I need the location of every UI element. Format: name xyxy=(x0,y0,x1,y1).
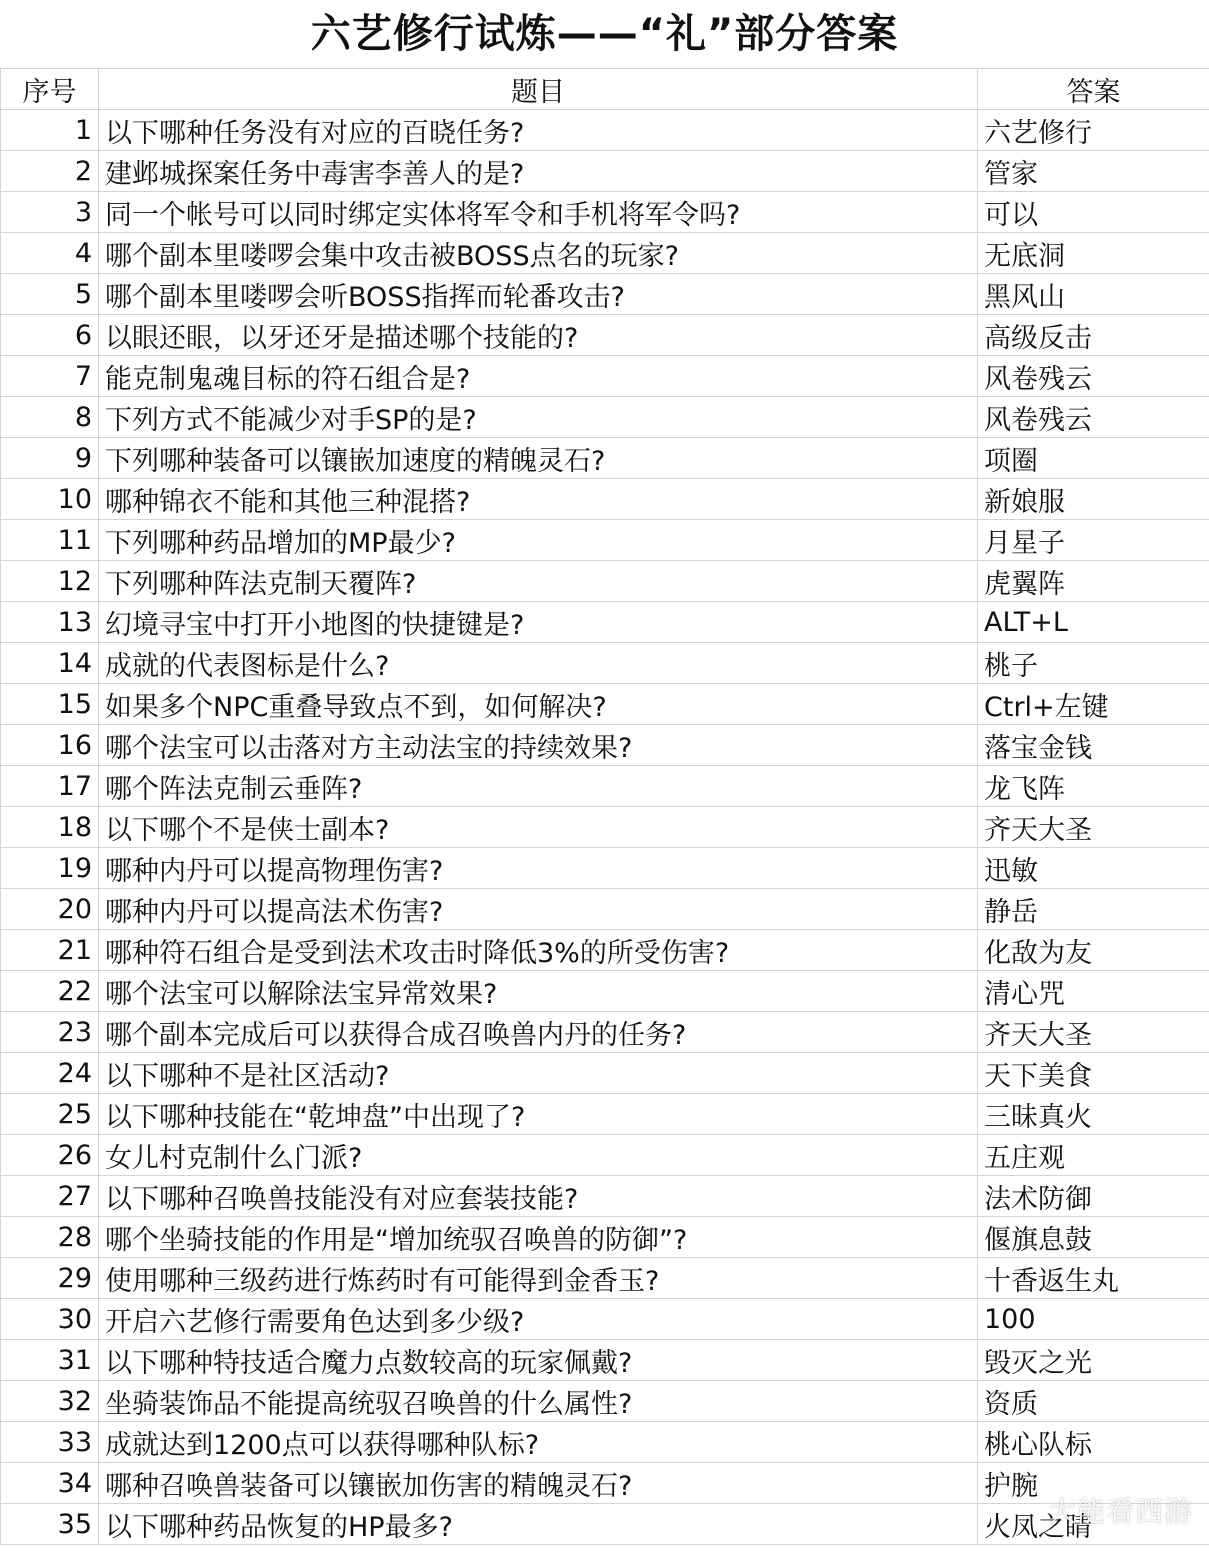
row-number-cell: 27 xyxy=(1,1176,99,1217)
table-row xyxy=(1,766,1209,807)
question-cell: 使用哪种三级药进行炼药时有可能得到金香玉? xyxy=(99,1258,978,1299)
table-header xyxy=(1,69,1209,110)
table-row xyxy=(1,1299,1209,1340)
answer-cell: 项圈 xyxy=(978,438,1209,479)
row-number-cell: 24 xyxy=(1,1053,99,1094)
row-number-cell: 12 xyxy=(1,561,99,602)
answer-cell: 100 xyxy=(978,1299,1209,1340)
question-cell: 同一个帐号可以同时绑定实体将军令和手机将军令吗? xyxy=(99,192,978,233)
table-row xyxy=(1,479,1209,520)
answer-cell: 高级反击 xyxy=(978,315,1209,356)
question-cell: 成就的代表图标是什么? xyxy=(99,643,978,684)
row-number-cell: 35 xyxy=(1,1504,99,1545)
table-row xyxy=(1,1217,1209,1258)
row-number-cell: 14 xyxy=(1,643,99,684)
answer-cell: 十香返生丸 xyxy=(978,1258,1209,1299)
question-cell: 以下哪种特技适合魔力点数较高的玩家佩戴? xyxy=(99,1340,978,1381)
answer-cell: 桃子 xyxy=(978,643,1209,684)
table-row xyxy=(1,397,1209,438)
table-row xyxy=(1,1135,1209,1176)
answer-cell: 清心咒 xyxy=(978,971,1209,1012)
table-row xyxy=(1,1381,1209,1422)
row-number-cell: 18 xyxy=(1,807,99,848)
row-number-cell: 4 xyxy=(1,233,99,274)
table-row xyxy=(1,602,1209,643)
question-cell: 如果多个NPC重叠导致点不到，如何解决? xyxy=(99,684,978,725)
answer-cell: 法术防御 xyxy=(978,1176,1209,1217)
table-row xyxy=(1,725,1209,766)
page-title: 六艺修行试炼——“礼”部分答案 xyxy=(310,11,899,57)
row-number-cell: 34 xyxy=(1,1463,99,1504)
answer-cell: 天下美食 xyxy=(978,1053,1209,1094)
table-row xyxy=(1,971,1209,1012)
question-cell: 哪个坐骑技能的作用是“增加统驭召唤兽的防御”? xyxy=(99,1217,978,1258)
question-cell: 开启六艺修行需要角色达到多少级? xyxy=(99,1299,978,1340)
question-cell: 建邺城探案任务中毒害李善人的是? xyxy=(99,151,978,192)
table-row xyxy=(1,1504,1209,1545)
answer-cell: 齐天大圣 xyxy=(978,807,1209,848)
answer-cell: 黑风山 xyxy=(978,274,1209,315)
answer-cell: 化敌为友 xyxy=(978,930,1209,971)
row-number-cell: 19 xyxy=(1,848,99,889)
question-cell: 以下哪种召唤兽技能没有对应套装技能? xyxy=(99,1176,978,1217)
answer-cell: 五庄观 xyxy=(978,1135,1209,1176)
row-number-cell: 23 xyxy=(1,1012,99,1053)
question-cell: 下列哪种药品增加的MP最少? xyxy=(99,520,978,561)
table-row xyxy=(1,643,1209,684)
question-cell: 哪种锦衣不能和其他三种混搭? xyxy=(99,479,978,520)
question-cell: 以下哪个不是侠士副本? xyxy=(99,807,978,848)
table-row xyxy=(1,1094,1209,1135)
row-number-cell: 7 xyxy=(1,356,99,397)
row-number-cell: 21 xyxy=(1,930,99,971)
table-row xyxy=(1,561,1209,602)
question-cell: 以下哪种技能在“乾坤盘”中出现了? xyxy=(99,1094,978,1135)
answer-cell: 风卷残云 xyxy=(978,397,1209,438)
table-row xyxy=(1,274,1209,315)
question-cell: 哪种召唤兽装备可以镶嵌加伤害的精魄灵石? xyxy=(99,1463,978,1504)
answer-cell: 静岳 xyxy=(978,889,1209,930)
question-cell: 下列哪种装备可以镶嵌加速度的精魄灵石? xyxy=(99,438,978,479)
question-cell: 哪个副本完成后可以获得合成召唤兽内丹的任务? xyxy=(99,1012,978,1053)
question-cell: 能克制鬼魂目标的符石组合是? xyxy=(99,356,978,397)
row-number-cell: 22 xyxy=(1,971,99,1012)
question-cell: 下列哪种阵法克制天覆阵? xyxy=(99,561,978,602)
answer-cell: 齐天大圣 xyxy=(978,1012,1209,1053)
question-cell: 哪种内丹可以提高物理伤害? xyxy=(99,848,978,889)
question-cell: 哪个副本里喽啰会听BOSS指挥而轮番攻击? xyxy=(99,274,978,315)
watermark: 大能看西游 xyxy=(1047,1495,1193,1528)
answer-cell: 新娘服 xyxy=(978,479,1209,520)
answer-cell: 龙飞阵 xyxy=(978,766,1209,807)
question-cell: 以下哪种药品恢复的HP最多? xyxy=(99,1504,978,1545)
answer-cell: Ctrl+左键 xyxy=(978,684,1209,725)
question-cell: 成就达到1200点可以获得哪种队标? xyxy=(99,1422,978,1463)
answer-cell: 月星子 xyxy=(978,520,1209,561)
answer-cell: 毁灭之光 xyxy=(978,1340,1209,1381)
table-row xyxy=(1,848,1209,889)
question-cell: 坐骑装饰品不能提高统驭召唤兽的什么属性? xyxy=(99,1381,978,1422)
question-cell: 以下哪种不是社区活动? xyxy=(99,1053,978,1094)
answer-cell: 偃旗息鼓 xyxy=(978,1217,1209,1258)
answer-cell: 桃心队标 xyxy=(978,1422,1209,1463)
table-row xyxy=(1,1340,1209,1381)
row-number-cell: 33 xyxy=(1,1422,99,1463)
row-number-cell: 5 xyxy=(1,274,99,315)
table-row xyxy=(1,233,1209,274)
answer-cell: 六艺修行 xyxy=(978,110,1209,151)
question-cell: 哪个副本里喽啰会集中攻击被BOSS点名的玩家? xyxy=(99,233,978,274)
answer-cell: 护腕 xyxy=(978,1463,1209,1504)
table-row xyxy=(1,1053,1209,1094)
row-number-cell: 31 xyxy=(1,1340,99,1381)
row-number-cell: 28 xyxy=(1,1217,99,1258)
answer-cell: 无底洞 xyxy=(978,233,1209,274)
row-number-cell: 11 xyxy=(1,520,99,561)
row-number-cell: 30 xyxy=(1,1299,99,1340)
question-cell: 哪种内丹可以提高法术伤害? xyxy=(99,889,978,930)
row-number-cell: 29 xyxy=(1,1258,99,1299)
table-row xyxy=(1,1176,1209,1217)
table-row xyxy=(1,1258,1209,1299)
row-number-cell: 16 xyxy=(1,725,99,766)
table-row xyxy=(1,151,1209,192)
answer-cell: 可以 xyxy=(978,192,1209,233)
row-number-cell: 6 xyxy=(1,315,99,356)
row-number-cell: 25 xyxy=(1,1094,99,1135)
row-number-cell: 17 xyxy=(1,766,99,807)
answer-cell: 管家 xyxy=(978,151,1209,192)
answer-cell: 资质 xyxy=(978,1381,1209,1422)
answer-cell: 虎翼阵 xyxy=(978,561,1209,602)
question-cell: 以眼还眼，以牙还牙是描述哪个技能的? xyxy=(99,315,978,356)
question-cell: 下列方式不能减少对手SP的是? xyxy=(99,397,978,438)
row-number-cell: 20 xyxy=(1,889,99,930)
question-cell: 哪个法宝可以击落对方主动法宝的持续效果? xyxy=(99,725,978,766)
row-number-cell: 13 xyxy=(1,602,99,643)
table-row xyxy=(1,192,1209,233)
table-row xyxy=(1,1422,1209,1463)
table-body xyxy=(1,110,1209,1545)
table-row xyxy=(1,1012,1209,1053)
table-row xyxy=(1,889,1209,930)
answer-table xyxy=(0,68,1209,1545)
row-number-cell: 2 xyxy=(1,151,99,192)
question-cell: 以下哪种任务没有对应的百晓任务? xyxy=(99,110,978,151)
question-cell: 女儿村克制什么门派? xyxy=(99,1135,978,1176)
row-number-cell: 15 xyxy=(1,684,99,725)
column-header-question: 题目 xyxy=(99,69,978,110)
table-row xyxy=(1,356,1209,397)
table-row xyxy=(1,438,1209,479)
header-row xyxy=(1,69,1209,110)
table-row xyxy=(1,110,1209,151)
row-number-cell: 26 xyxy=(1,1135,99,1176)
table-row xyxy=(1,315,1209,356)
answer-cell: 火凤之睛 xyxy=(978,1504,1209,1545)
row-number-cell: 9 xyxy=(1,438,99,479)
answer-cell: ALT+L xyxy=(978,602,1209,643)
question-cell: 幻境寻宝中打开小地图的快捷键是? xyxy=(99,602,978,643)
row-number-cell: 1 xyxy=(1,110,99,151)
question-cell: 哪个阵法克制云垂阵? xyxy=(99,766,978,807)
row-number-cell: 8 xyxy=(1,397,99,438)
column-header-num: 序号 xyxy=(1,69,99,110)
question-cell: 哪种符石组合是受到法术攻击时降低3%的所受伤害? xyxy=(99,930,978,971)
row-number-cell: 10 xyxy=(1,479,99,520)
answer-cell: 迅敏 xyxy=(978,848,1209,889)
answer-cell: 三昧真火 xyxy=(978,1094,1209,1135)
answer-cell: 风卷残云 xyxy=(978,356,1209,397)
question-cell: 哪个法宝可以解除法宝异常效果? xyxy=(99,971,978,1012)
row-number-cell: 32 xyxy=(1,1381,99,1422)
answer-cell: 落宝金钱 xyxy=(978,725,1209,766)
table-row xyxy=(1,930,1209,971)
column-header-answer: 答案 xyxy=(978,69,1209,110)
table-row xyxy=(1,1463,1209,1504)
table-row xyxy=(1,520,1209,561)
table-row xyxy=(1,684,1209,725)
table-row xyxy=(1,807,1209,848)
row-number-cell: 3 xyxy=(1,192,99,233)
